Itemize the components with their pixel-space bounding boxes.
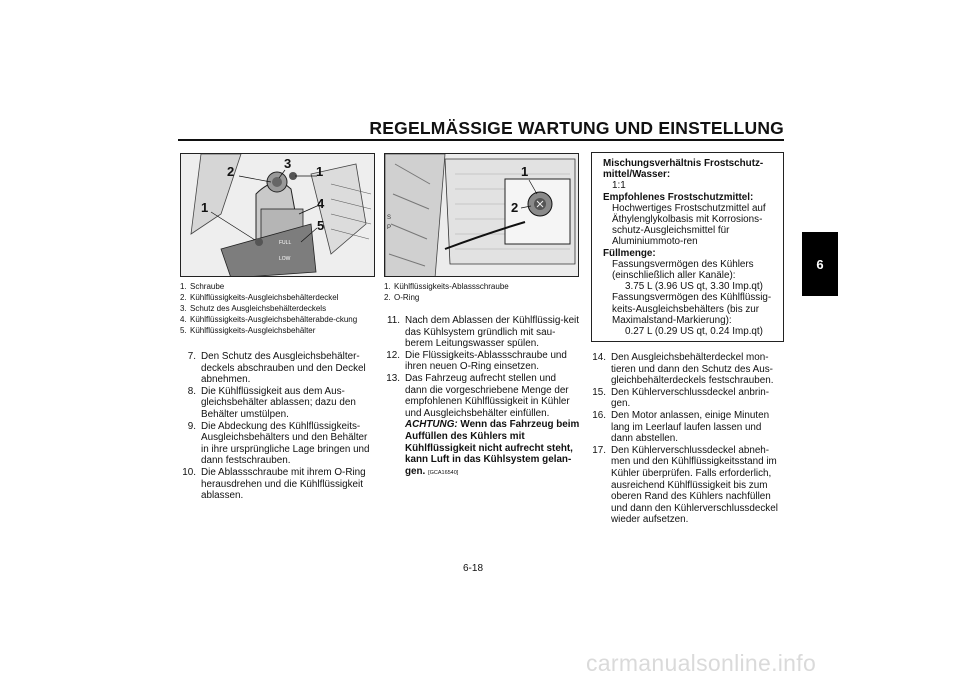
drain-bolt-illustration xyxy=(385,154,579,277)
caption-item: 2. Kühlflüssigkeits-Ausgleichsbehälterdeckel xyxy=(180,292,339,302)
reservoir-illustration xyxy=(181,154,375,277)
drain-bolt-figure xyxy=(384,153,579,277)
step-item: 11. Nach dem Ablassen der Kühlflüssig-keit das Kühlsystem gründlich mit sau-berem Leitungswasser spülen. xyxy=(387,315,579,350)
callout-2: 2 xyxy=(227,164,235,179)
caption-item: 5. Kühlflüssigkeits-Ausgleichsbehälter xyxy=(180,325,316,335)
ratio-value: 1:1 xyxy=(612,180,626,192)
header-rule xyxy=(178,139,784,141)
step-item: 13. Das Fahrzeug aufrecht stellen und dann die vorgeschriebene Menge der empfohlenen Kühlflüssigkeit in Kühler und Ausgleichsbehälter einfüllen. xyxy=(386,372,570,419)
step-item: 8. Die Kühlflüssigkeit aus dem Aus-gleichsbehälter ablassen; dazu den Behälter umstülpen. xyxy=(187,385,356,420)
caption-item: 1. Schraube xyxy=(180,282,225,291)
caption-item: 1. Kühlflüssigkeits-Ablassschraube xyxy=(384,282,509,291)
capacity-label: Füllmenge: xyxy=(603,247,656,259)
steps-right xyxy=(590,352,786,526)
caption-item: 3. Schutz des Ausgleichsbehälterdeckels xyxy=(180,303,327,313)
caution-code: [GCA16540] xyxy=(428,469,459,476)
figure-left-captions xyxy=(180,282,375,337)
reservoir-capacity-value: 0.27 L (0.29 US qt, 0.24 Imp.qt) xyxy=(625,326,763,338)
page-number: 6-18 xyxy=(463,563,484,574)
step-item: 9. Die Abdeckung des Kühlflüssigkeits-Ausgleichsbehälters und den Behälter in ihre ursprüngliche Lage bringen und dann festschrauben. xyxy=(187,420,370,467)
caption-item: 2. O-Ring xyxy=(384,292,420,302)
svg-text:S: S xyxy=(387,215,392,221)
callout-1-left: 1 xyxy=(201,200,209,215)
callout-1-top: 1 xyxy=(316,164,324,179)
watermark: carmanualsonline.info xyxy=(586,650,817,676)
gauge-low-label: LOW xyxy=(279,256,291,262)
reservoir-figure xyxy=(180,153,375,277)
step-item: 12. Die Flüssigkeits-Ablassschraube und ihren neuen O-Ring einsetzen. xyxy=(386,349,567,373)
caution-note xyxy=(384,419,580,479)
steps-left xyxy=(180,351,376,502)
radiator-capacity-value: 3.75 L (3.96 US qt, 3.30 Imp.qt) xyxy=(625,281,763,293)
callout-2: 2 xyxy=(511,200,519,215)
reservoir-capacity-label: Fassungsvermögen des Kühlflüssig-keits-Ausgleichsbehälters (bis zur Maximalstand-Markierung): xyxy=(612,292,772,326)
caution-label: ACHTUNG: xyxy=(405,419,458,431)
caution-text: Wenn das Fahrzeug beim Auffüllen des Kühlers mit Kühlflüssigkeit nicht aufrecht steht, kann Luft in das Kühlsystem gelan-gen. xyxy=(405,419,580,477)
step-item: 15. Den Kühlerverschlussdeckel anbrin-gen. xyxy=(592,386,770,410)
antifreeze-label: Empfohlenes Frostschutzmittel: xyxy=(603,191,754,203)
gauge-full-label: FULL xyxy=(279,240,292,246)
callout-3: 3 xyxy=(284,156,292,171)
step-item: 10. Die Ablassschraube mit ihrem O-Ring herausdrehen und die Kühlflüssigkeit ablassen. xyxy=(182,466,366,502)
step-item: 17. Den Kühlerverschlussdeckel abneh-men und den Kühlflüssigkeitsstand im Kühler überprüfen. Falls erforderlich, ausreichend Kühlflüssigkeit bis zum oberen Rand des Kühlers nachfüllen und dann den Kühlerverschlussdeckel wieder aufsetzen. xyxy=(592,444,778,526)
coolant-specs-box xyxy=(591,152,784,342)
svg-text:P: P xyxy=(387,225,392,231)
steps-mid xyxy=(384,315,580,479)
step-item: 16. Den Motor anlassen, einige Minuten lang im Leerlauf laufen lassen und dann abstellen. xyxy=(592,409,770,445)
figure-mid-captions xyxy=(384,282,579,304)
callout-4: 4 xyxy=(317,196,325,211)
callout-5: 5 xyxy=(317,218,325,233)
step-item: 14. Den Ausgleichsbehälterdeckel mon-tieren und dann den Schutz des Aus-gleichbehälterdeckels festschrauben. xyxy=(592,352,774,387)
callout-1: 1 xyxy=(521,164,529,179)
ratio-label: Mischungsverhältnis Frostschutz-mittel/Wasser: xyxy=(603,158,764,181)
page-title: REGELMÄSSIGE WARTUNG UND EINSTELLUNG xyxy=(369,118,784,138)
step-item: 7. Den Schutz des Ausgleichsbehälter-deckels abschrauben und den Deckel abnehmen. xyxy=(187,351,366,386)
antifreeze-value: Hochwertiges Frostschutzmittel auf Äthylenglykolbasis mit Korrosions-schutz-Ausgleichsmittel für Aluminiummoto-ren xyxy=(612,202,766,248)
chapter-tab: 6 xyxy=(802,232,838,296)
radiator-capacity-label: Fassungsvermögen des Kühlers (einschließlich aller Kanäle): xyxy=(612,258,754,282)
caption-item: 4. Kühlflüssigkeits-Ausgleichsbehälterabde-ckung xyxy=(180,314,358,324)
